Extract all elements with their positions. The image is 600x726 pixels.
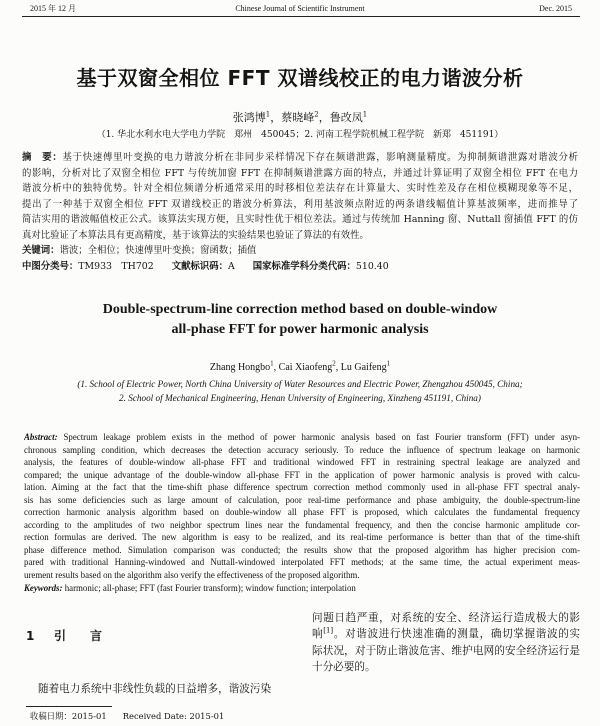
- citation-ref: [1]: [323, 626, 334, 635]
- author-name: 蔡晓峰: [281, 111, 315, 124]
- en-abstract-line: correction harmonic analysis algorithm based on double-window all phase FFT is proposed, which calculates the fundamental frequency: [24, 507, 580, 518]
- cn-abstract-line: 谐波分析中的独特优势。针对全相位频谱分析通常采用的时移相位差法存在计算量大、实时性差及存在相位模糊现象等不足，: [22, 183, 578, 194]
- cn-keywords-text: 谐波；全相位；快速傅里叶变换；窗函数；插值: [59, 245, 257, 256]
- cn-authors: [0, 110, 600, 126]
- en-abstract-line: chronous sampling condition, which decreases the detection accuracy seriously. To reduce the influence of spectrum leakage on harmonic: [24, 444, 580, 455]
- cn-abstract-line: [22, 150, 578, 166]
- received-date-cn: 收稿日期：2015-01: [30, 711, 107, 721]
- en-affiliation-line: (1. School of Electric Power, North China University of Water Resources and Electric Power, Zhengzhou 450045, China;: [77, 379, 523, 389]
- en-affiliation-line: 2. School of Mechanical Engineering, Henan University of Engineering, Xinzheng 451191, China): [119, 393, 481, 403]
- subject-code-label: 国家标准学科分类代码：: [252, 260, 356, 272]
- body-line: [312, 626, 580, 642]
- en-affiliation: [0, 377, 600, 405]
- cn-abstract-line: 简洁实用的谐波幅值校正公式。该算法实现方便，且实时性优于相位差法。通过与传统加 Hanning 窗、Nuttall 窗插值 FFT 的仿: [22, 214, 578, 225]
- subject-code-value: 510.40: [355, 260, 389, 272]
- en-keywords: [24, 582, 580, 595]
- clc-value: TM933 TH702: [78, 260, 154, 272]
- section-title: 引 言: [54, 629, 103, 643]
- doc-code-value: A: [227, 260, 235, 272]
- en-abstract-line: [24, 431, 580, 444]
- en-abstract-line: rection formulas are derived. The new algorithm is easy to be realized, and its real-time performance is better than that of the time-shift: [24, 532, 580, 543]
- author-name: Lu Gaifeng: [340, 362, 387, 373]
- en-keywords-label: Keywords:: [24, 582, 63, 593]
- received-date-en: Received Date: 2015-01: [122, 711, 225, 721]
- body-line: 十分必要的。: [312, 660, 376, 673]
- cn-affiliation: （1. 华北水利水电大学电力学院 郑州 450045；2. 河南工程学院机械工程学院 新郑 451191）: [96, 130, 504, 140]
- cn-keywords: [22, 243, 578, 259]
- en-authors: [0, 360, 600, 376]
- header-rule: [22, 16, 580, 17]
- en-abstract-line: phase difference method. Simulation comparison was conducted; the results show that the proposed algorithm has higher precision com-: [24, 544, 580, 555]
- author-separator: ,: [273, 362, 279, 373]
- en-title: [0, 300, 600, 340]
- author-name: Cai Xiaofeng: [278, 362, 333, 373]
- body-line: 随着电力系统中非线性负载的日益增多，谐波污染: [38, 683, 272, 695]
- body-text: 。对谐波进行快速准确的测量，确切掌握谐波的实: [333, 628, 580, 641]
- en-abstract-line: according to the amplitudes of two neighbor spectrum lines near the fundamental frequency, and then the concise harmonic amplitude cor-: [24, 519, 580, 530]
- en-abstract: [24, 431, 580, 594]
- cn-classification: [22, 259, 578, 275]
- cn-abstract: [22, 150, 578, 274]
- doc-code-label: 文献标识码：: [171, 260, 228, 272]
- header-journal-name: Chinese Journal of Scientific Instrument: [235, 4, 365, 13]
- cn-keywords-label: 关键词：: [22, 245, 60, 256]
- author-affil-mark: 1: [386, 359, 391, 368]
- body-left-column: [38, 681, 290, 697]
- clc-label: 中图分类号：: [22, 260, 79, 272]
- header-date-en: Dec. 2015: [539, 4, 572, 13]
- footnote-rule: [26, 706, 112, 707]
- author-separator: ，: [270, 111, 282, 124]
- received-date-footnote: [30, 710, 224, 722]
- author-affil-mark: 1: [362, 110, 368, 119]
- cn-title: 基于双窗全相位 FFT 双谱线校正的电力谐波分析: [76, 66, 524, 90]
- author-affil-mark: 2: [314, 110, 319, 119]
- body-line: 际状况，对于防止谐波危害、维护电网的安全经济运行是: [312, 644, 580, 657]
- author-name: Zhang Hongbo: [209, 362, 271, 373]
- author-name: 张鸿博: [232, 111, 266, 124]
- author-separator: ，: [318, 111, 330, 124]
- author-separator: ,: [335, 362, 341, 373]
- cn-abstract-line: 的影响，分析对比了双窗全相位 FFT 与传统加窗 FFT 在抑制频谱泄露方面的特点，并通过计算证明了双窗全相位 FFT 在电力: [22, 167, 578, 179]
- body-right-column: [312, 610, 580, 675]
- en-abstract-line: analysis, the features of double-window all-phase FFT and traditional windowed FFT in restraining spectral leakage are analyzed and: [24, 457, 580, 468]
- en-abstract-line: compared; the unique advantage of the double-window all-phase FFT in the application of power harmonic analysis is proved with calcu-: [24, 469, 580, 480]
- en-abstract-line: urement results based on the algorithm also verify the effectiveness of the proposed algorithm.: [24, 570, 360, 581]
- en-title-line: Double-spectrum-line correction method based on double-window: [102, 302, 498, 317]
- author-affil-mark: 1: [265, 110, 271, 119]
- en-abstract-line: sis has some deficiencies such as large amount of calculation, poor real-time performance and phase ambiguity, the double-spectrum-line: [24, 494, 580, 505]
- cn-abstract-text: 基于快速傅里叶变换的电力谐波分析在非同步采样情况下存在频谱泄露，影响测量精度。为抑制频谱泄露对谐波分析: [62, 152, 578, 163]
- cn-abstract-label: 摘 要：: [22, 152, 63, 163]
- en-keywords-text: harmonic; all-phase; FFT (fast Fourier transform); window function; interpolation: [64, 582, 356, 593]
- en-abstract-text: Spectrum leakage problem exists in the method of power harmonic analysis based on fast Fourier transform (FFT) under asyn-: [63, 432, 580, 442]
- author-affil-mark: 1: [270, 359, 274, 368]
- header-date-cn: 2015 年 12 月: [30, 4, 76, 13]
- section-number: 1: [26, 629, 35, 643]
- en-abstract-line: pared with traditional Hanning-windowed and Nuttall-windowed interpolated FFT methods; at the same time, the actual experiment meas-: [24, 557, 580, 568]
- section-heading: [26, 627, 102, 645]
- body-text: 响: [312, 628, 324, 641]
- cn-abstract-line: 提出了一种基于双窗全相位 FFT 双谱线校正的谐波分析算法，利用基波频点附近的两条谱线幅值计算基波频率，进而推导了: [22, 198, 578, 210]
- en-abstract-line: lation. Aiming at the fact that the time-shift phase difference spectrum correction method commonly used in all-phase FFT spectral analy-: [24, 482, 580, 493]
- body-line: 问题日趋严重，对系统的安全、经济运行造成极大的影: [312, 612, 580, 624]
- en-abstract-label: Abstract:: [24, 432, 58, 442]
- cn-abstract-line: 真对比验证了本算法具有更高精度，基于该算法的实验结果也验证了算法的有效性。: [22, 229, 369, 241]
- en-title-line: all-phase FFT for power harmonic analysis: [171, 322, 429, 337]
- author-affil-mark: 2: [332, 359, 336, 368]
- author-name: 鲁改凤: [329, 111, 363, 124]
